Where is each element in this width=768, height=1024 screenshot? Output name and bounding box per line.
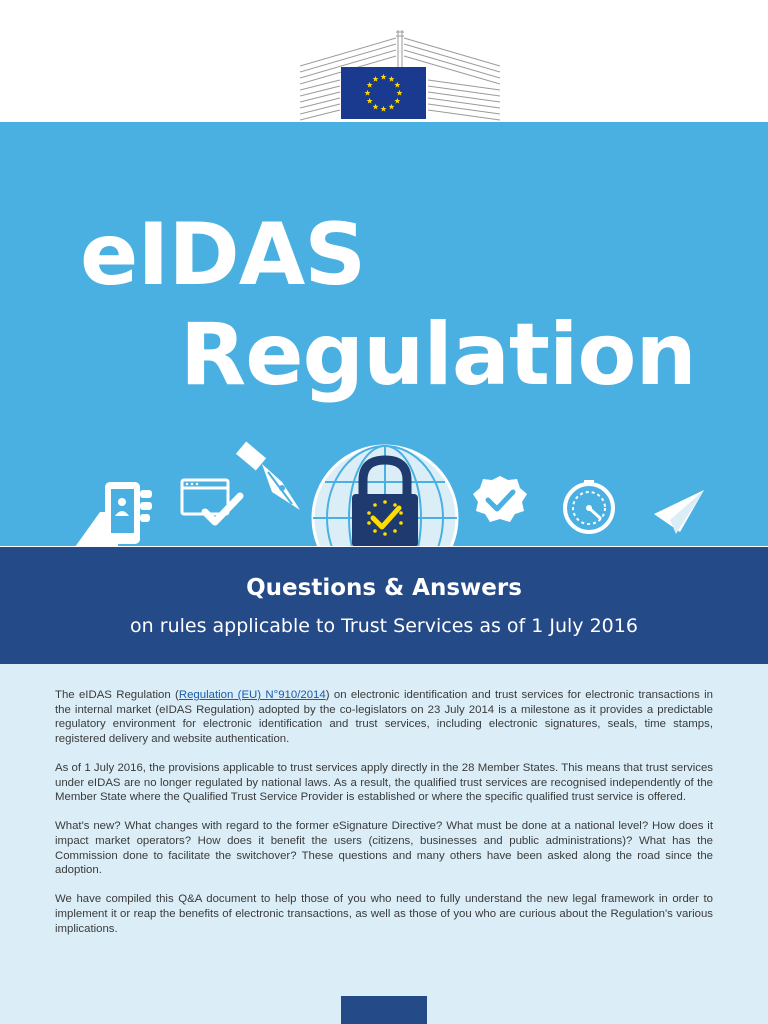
browser-check-icon <box>182 480 240 522</box>
p1-after: ) on electronic identification and trust services for electronic transactions in the internal market (eIDAS Regulation) adopted by the co-legislators on 23 July 2014 is a milestone as it provides a predictable regulatory environment for electronic identification and trust services, including electronic signatures, seals, time stamps, registered delivery and website authentication. <box>55 689 713 745</box>
stopwatch-icon <box>565 480 613 532</box>
title-line-1: eIDAS <box>80 205 366 305</box>
eu-flag-icon <box>341 67 426 119</box>
eu-star <box>367 82 373 88</box>
qa-band <box>0 547 768 664</box>
eu-star <box>388 104 394 110</box>
bottom-tab <box>341 996 427 1024</box>
icon-row <box>0 422 768 547</box>
paragraph-1 <box>55 688 713 746</box>
eu-star <box>380 106 386 112</box>
hand-phone-icon <box>75 482 152 547</box>
band-title: Questions & Answers <box>246 575 522 601</box>
eu-star <box>394 82 400 88</box>
eu-star <box>364 90 370 96</box>
checkmark-badge-icon <box>473 476 527 522</box>
regulation-link[interactable]: Regulation (EU) N°910/2014 <box>178 689 326 701</box>
intro-section <box>0 664 768 1024</box>
eu-star <box>367 98 373 104</box>
title-line-2: Regulation <box>180 305 696 405</box>
eu-star <box>372 76 378 82</box>
p1-before: The eIDAS Regulation ( <box>55 689 179 701</box>
eu-star <box>372 104 378 110</box>
eu-star <box>394 98 400 104</box>
band-subtitle: on rules applicable to Trust Services as of 1 July 2016 <box>130 615 638 637</box>
eu-star <box>388 76 394 82</box>
globe-padlock-icon <box>313 446 457 547</box>
paragraph-3: What's new? What changes with regard to the former eSignature Directive? What must be done at a national level? How does it impact market operators? How does it benefit the users (citizens, businesses and public administrations)? What has the Commission done to facilitate the switchover? These questions and many others have been asked along the road since the adoption. <box>55 820 713 877</box>
eu-stars-icon <box>341 67 426 119</box>
paper-plane-icon <box>654 490 704 534</box>
eu-star <box>396 90 402 96</box>
paragraph-4: We have compiled this Q&A document to help those of you who need to fully understand the new legal framework in order to implement it or reap the benefits of electronic transactions, as well as those of you who are curious about the Regulation's various implications. <box>55 893 713 935</box>
paragraph-2: As of 1 July 2016, the provisions applicable to trust services apply directly in the 28 Member States. This means that trust services under eIDAS are no longer regulated by national laws. As a result, the qualified trust services are recognised independently of the Member State where the Qualified Trust Service Provider is established or where the specific qualified trust service is offered. <box>55 761 713 804</box>
eu-star <box>380 74 386 80</box>
intro-text <box>55 688 713 951</box>
fountain-pen-icon <box>236 442 300 510</box>
hero-banner <box>0 122 768 547</box>
